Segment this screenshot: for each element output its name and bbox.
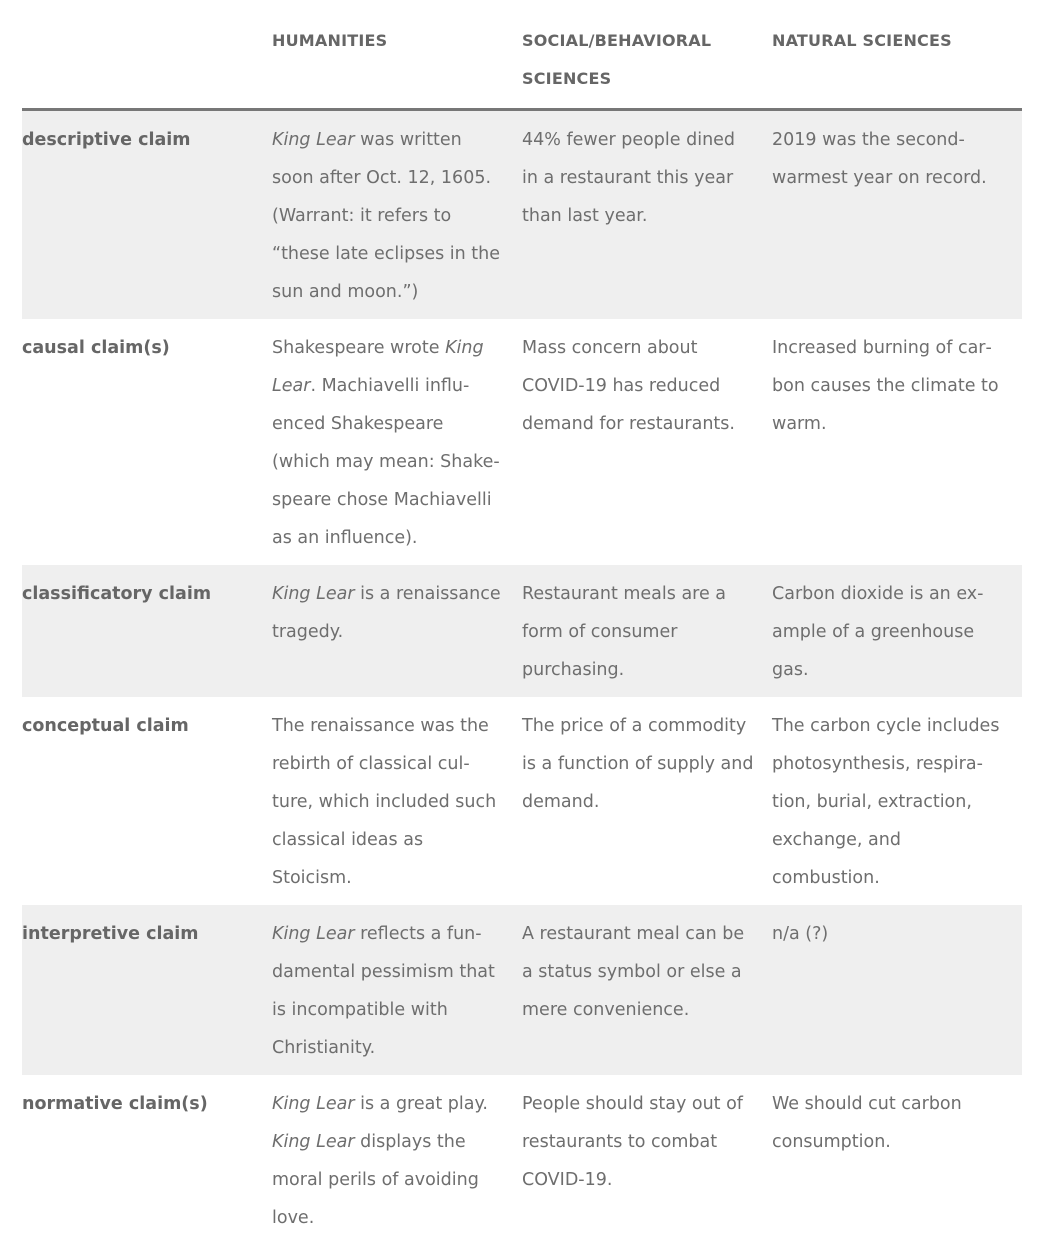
- cell-text: reflects a fundamental pessimism that is incompatible with Christianity.: [272, 924, 495, 1058]
- cell-natural: [772, 319, 1022, 565]
- cell-social: [522, 319, 772, 565]
- table-header: [22, 0, 1022, 110]
- cell-social: [522, 905, 772, 1075]
- cell-text: displays the moral perils of avoiding love.: [272, 1132, 479, 1228]
- header-humanities: HUMANITIES: [272, 0, 522, 110]
- cell-text: is a great play.: [355, 1094, 488, 1114]
- row-label: interpretive claim: [22, 905, 272, 1075]
- italic-title: King Lear: [272, 1094, 355, 1114]
- italic-title: King Lear: [272, 584, 355, 604]
- table-row-interpretive-claim: [22, 905, 1022, 1075]
- cell-social: [522, 110, 772, 320]
- italic-title: King Lear: [272, 924, 355, 944]
- row-label: descriptive claim: [22, 110, 272, 320]
- table-row-causal-claim-s: [22, 319, 1022, 565]
- cell-humanities: [272, 697, 522, 905]
- table-row-classificatory-claim: [22, 565, 1022, 697]
- cell-natural: [772, 1075, 1022, 1245]
- cell-social: [522, 1075, 772, 1245]
- cell-text: was written soon after Oct. 12, 1605. (Warrant: it refers to “these late eclipses in the sun and moon.”): [272, 130, 500, 302]
- cell-text: We should cut carbon consumption.: [772, 1094, 962, 1152]
- cell-text: . Machiavelli influenced Shakespeare (which may mean: Shakespeare chose Machiavelli as an influence).: [272, 376, 500, 548]
- cell-text: People should stay out of restaurants to combat COVID-19.: [522, 1094, 743, 1190]
- cell-text: A restaurant meal can be a status symbol or else a mere convenience.: [522, 924, 744, 1020]
- table-body: [22, 110, 1022, 1245]
- cell-humanities: [272, 319, 522, 565]
- header-row: [22, 0, 1022, 110]
- table-row-normative-claim-s: [22, 1075, 1022, 1245]
- cell-humanities: [272, 1075, 522, 1245]
- cell-text: Shakespeare wrote: [272, 338, 445, 358]
- cell-text: is a renaissance tragedy.: [272, 584, 501, 642]
- cell-text: 2019 was the second-warmest year on record.: [772, 130, 987, 188]
- header-social-behavioral-sciences: SOCIAL/BEHAVIORAL SCIENCES: [522, 0, 772, 110]
- row-label: classificatory claim: [22, 565, 272, 697]
- cell-text: Increased burning of carbon causes the climate to warm.: [772, 338, 999, 434]
- italic-title: King Lear: [272, 1132, 355, 1152]
- cell-natural: [772, 697, 1022, 905]
- cell-natural: [772, 565, 1022, 697]
- cell-text: n/a (?): [772, 924, 828, 944]
- header-empty: [22, 0, 272, 110]
- row-label: causal claim(s): [22, 319, 272, 565]
- cell-humanities: [272, 905, 522, 1075]
- row-label: conceptual claim: [22, 697, 272, 905]
- cell-humanities: [272, 565, 522, 697]
- cell-text: The carbon cycle includes photosynthesis, respiration, burial, extraction, exchange, and combustion.: [772, 716, 999, 888]
- cell-text: 44% fewer people dined in a restaurant this year than last year.: [522, 130, 735, 226]
- cell-text: The renaissance was the rebirth of classical culture, which included such classical ideas as Stoicism.: [272, 716, 496, 888]
- row-label: normative claim(s): [22, 1075, 272, 1245]
- table-row-descriptive-claim: [22, 110, 1022, 320]
- cell-natural: [772, 905, 1022, 1075]
- cell-text: Mass concern about COVID-19 has reduced demand for restaurants.: [522, 338, 735, 434]
- cell-social: [522, 697, 772, 905]
- table-row-conceptual-claim: [22, 697, 1022, 905]
- cell-text: Restaurant meals are a form of consumer purchasing.: [522, 584, 726, 680]
- cell-humanities: [272, 110, 522, 320]
- italic-title: King Lear: [272, 130, 355, 150]
- header-natural-sciences: NATURAL SCIENCES: [772, 0, 1022, 110]
- italic-title: King Lear: [272, 338, 484, 396]
- claims-by-discipline-table: [22, 0, 1022, 1245]
- cell-text: The price of a commodity is a function of supply and demand.: [522, 716, 753, 812]
- cell-social: [522, 565, 772, 697]
- cell-text: Carbon dioxide is an example of a greenhouse gas.: [772, 584, 983, 680]
- cell-natural: [772, 110, 1022, 320]
